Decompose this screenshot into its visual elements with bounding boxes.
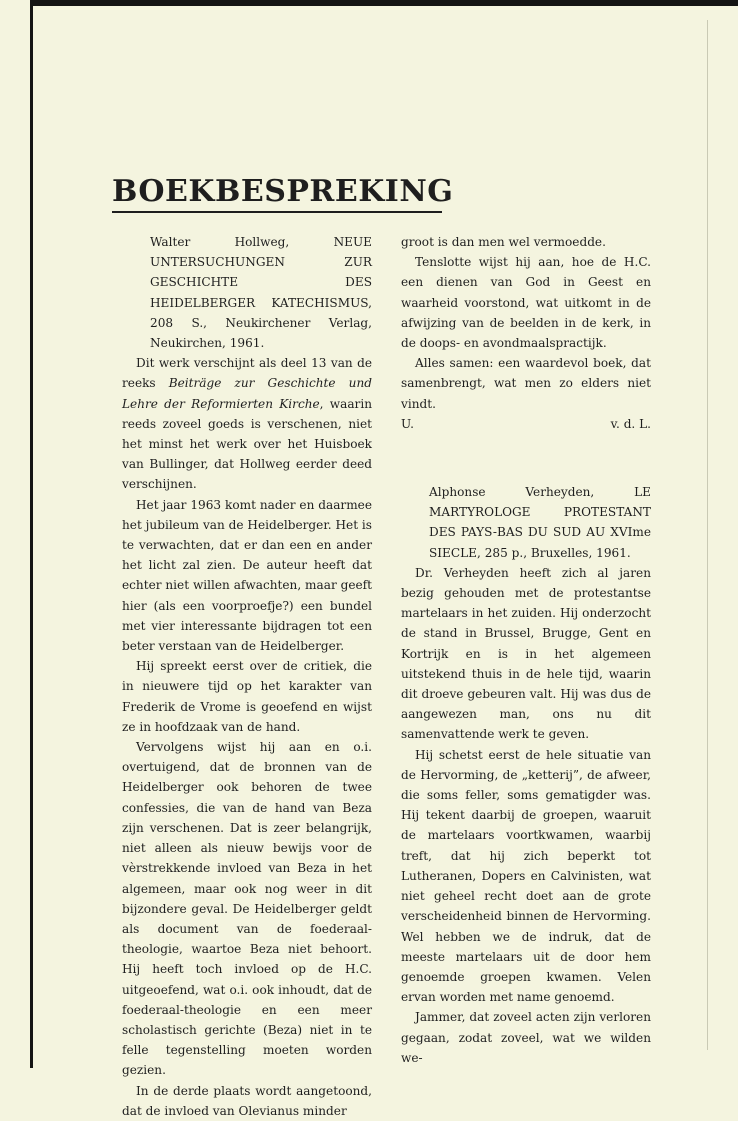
review1-author: Walter Hollweg, <box>150 235 290 249</box>
review2-paragraph: Hij schetst eerst de hele situatie van de Hervorming, de „ketterij”, de afweer, die soms feller, soms gematigder was. Hij tekent daarbij de groepen, waaruit de martelaars voortkwamen, waarbij treft, dat hij zich beperkt tot Lutheranen, Dopers en Calvinisten, wat niet geheel recht doet aan de grote verscheidenheid binnen de Hervorming. Wel hebben we de indruk, dat de meeste martelaars uit de door hem genoemde groepen kwamen. Velen ervan worden met name genoemd. <box>401 747 651 1005</box>
review1-paragraph: Vervolgens wijst hij aan en o.i. overtuigend, dat de bronnen van de Heidelberger ook behoren de twee confessies, die van de hand van Beza zijn verschenen. Dat is zeer belangrijk, niet alleen als nieuw bewijs voor de vèrstrekkende invloed van Beza in het algemeen, maar ook nog weer in dit bijzondere geval. De Heidelberger geldt als document van de foederaal-theologie, waartoe Beza niet behoort. Hij heeft toch invloed op de H.C. uitgeoefend, wat o.i. ook inhoudt, dat de foederaal-theologie en een meer scholastisch gerichte (Beza) niet in te felle tegenstelling moeten worden gezien. <box>122 740 372 1078</box>
review2-book-reference <box>401 482 651 563</box>
review1-signature <box>401 414 651 434</box>
review2-paragraph: Dr. Verheyden heeft zich al jaren bezig gehouden met de protestantse martelaars in het zuiden. Hij onderzocht de stand in Brussel, Brugge, Gent en Kortrijk en is in het algemeen uitstekend thuis in de hele tijd, waarin dit droeve gebeuren valt. Hij was dus de aangewezen man, ons nu dit samenvattende werk te geven. <box>401 565 651 742</box>
review1-paragraph-continued: groot is dan men wel vermoedde. <box>401 235 606 249</box>
scan-left-edge <box>30 0 33 1068</box>
review2-book-title: LE MARTYROLOGE PROTESTANT DES PAYS-BAS DU SUD AU XVIme SIECLE, <box>429 485 651 560</box>
scan-top-edge <box>30 0 738 6</box>
review1-series-title: Beiträge zur Geschichte und Lehre der Reformierten Kirche <box>122 376 372 411</box>
review1-book-details: 208 S., Neukirchener Verlag, Neukirchen, 1961. <box>150 315 372 351</box>
right-column <box>401 232 651 1068</box>
review2-author: Alphonse Verheyden, <box>429 485 595 500</box>
review1-paragraph: Tenslotte wijst hij aan, hoe de H.C. een dienen van God in Geest en waarheid voorstond, wat uitkomt in de afwijzing van de beelden in de kerk, in de doops- en avondmaalspractijk. <box>401 255 651 351</box>
review1-paragraph: Alles samen: een waardevol boek, dat samenbrengt, wat men zo elders niet vindt. <box>401 356 651 411</box>
review2-book-details: 285 p., Bruxelles, 1961. <box>484 545 631 560</box>
title-rule <box>112 211 442 213</box>
scan-right-edge <box>707 20 708 1050</box>
review1-paragraph: Hij spreekt eerst over de critiek, die in nieuwere tijd op het karakter van Frederik de Vrome is geoefend en wijst ze in hoofdzaak van de hand. <box>122 659 372 734</box>
review-separator <box>401 434 651 482</box>
review1-signature-right: v. d. L. <box>610 416 651 431</box>
left-column <box>122 232 372 1121</box>
review1-signature-left: U. <box>401 416 414 431</box>
review1-paragraph: In de derde plaats wordt aangetoond, dat de invloed van Olevianus minder <box>122 1083 372 1118</box>
review1-book-reference <box>122 232 372 353</box>
review1-book-title: NEUE UNTERSUCHUNGEN ZUR GESCHICHTE DES HEIDELBERGER KATECHISMUS, <box>150 235 372 310</box>
review1-paragraph: Dit werk verschijnt als deel 13 van de reeks Beiträge zur Geschichte und Lehre der Reformierten Kirche, waarin reeds zoveel goeds is verschenen, niet het minst het werk over het Huisboek van Bullinger, dat Hollweg eerder deed verschijnen. <box>122 356 372 492</box>
review2-paragraph: Jammer, dat zoveel acten zijn verloren gegaan, zodat zoveel, wat we wilden we- <box>401 1010 651 1065</box>
section-title: BOEKBESPREKING <box>112 174 454 209</box>
review1-paragraph: Het jaar 1963 komt nader en daarmee het jubileum van de Heidelberger. Het is te verwachten, dat er dan een en ander het licht zal zien. De auteur heeft dat echter niet willen afwachten, maar geeft hier (als een voorproefje?) een bundel met vier interessante bijdragen tot een beter verstaan van de Heidelberger. <box>122 497 372 654</box>
